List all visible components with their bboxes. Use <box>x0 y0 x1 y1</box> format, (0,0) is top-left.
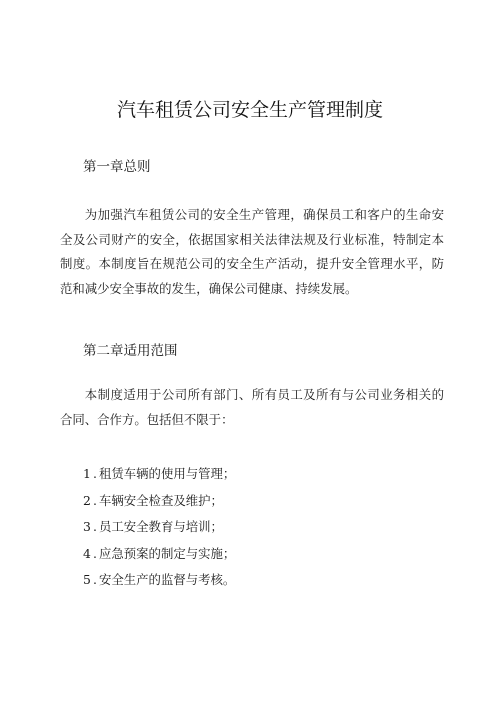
scope-paragraph: 本制度适用于公司所有部门、所有员工及所有与公司业务相关的合同、合作方。包括但不限于： <box>60 387 444 427</box>
list-item-separator: . <box>93 519 97 534</box>
scope-list <box>83 461 235 594</box>
chapter-heading-general: 第一章总则 <box>83 159 151 175</box>
list-item <box>83 541 235 568</box>
list-item-text: 应急预案的制定与实施； <box>99 545 236 561</box>
list-item <box>83 567 235 594</box>
document-title: 汽车租赁公司安全生产管理制度 <box>116 99 383 121</box>
list-item <box>83 461 235 488</box>
list-item-text: 安全生产的监督与考核。 <box>99 572 236 587</box>
list-item-separator: . <box>93 545 97 561</box>
list-item-text: 员工安全教育与培训； <box>99 519 223 534</box>
general-paragraph: 为加强汽车租赁公司的安全生产管理，确保员工和客户的生命安全及公司财产的安全，依据国家相关法律法规及行业标准，特制定本制度。本制度旨在规范公司的安全生产活动，提升安全管理水平，防范和减少安全事故的发生，确保公司健康、持续发展。 <box>60 207 444 296</box>
list-item-number: 3 <box>83 519 91 534</box>
list-item-number: 5 <box>83 572 91 587</box>
list-item-number: 2 <box>83 492 91 508</box>
list-item-number: 1 <box>83 466 91 481</box>
list-item-text: 租赁车辆的使用与管理； <box>99 466 236 481</box>
list-item-separator: . <box>93 466 97 481</box>
list-item <box>83 514 235 541</box>
list-item-separator: . <box>93 492 97 508</box>
list-item-separator: . <box>93 572 97 587</box>
list-item-number: 4 <box>83 545 91 561</box>
list-item-text: 车辆安全检查及维护； <box>99 492 223 508</box>
list-item <box>83 488 235 515</box>
chapter-heading-scope: 第二章适用范围 <box>83 343 178 359</box>
